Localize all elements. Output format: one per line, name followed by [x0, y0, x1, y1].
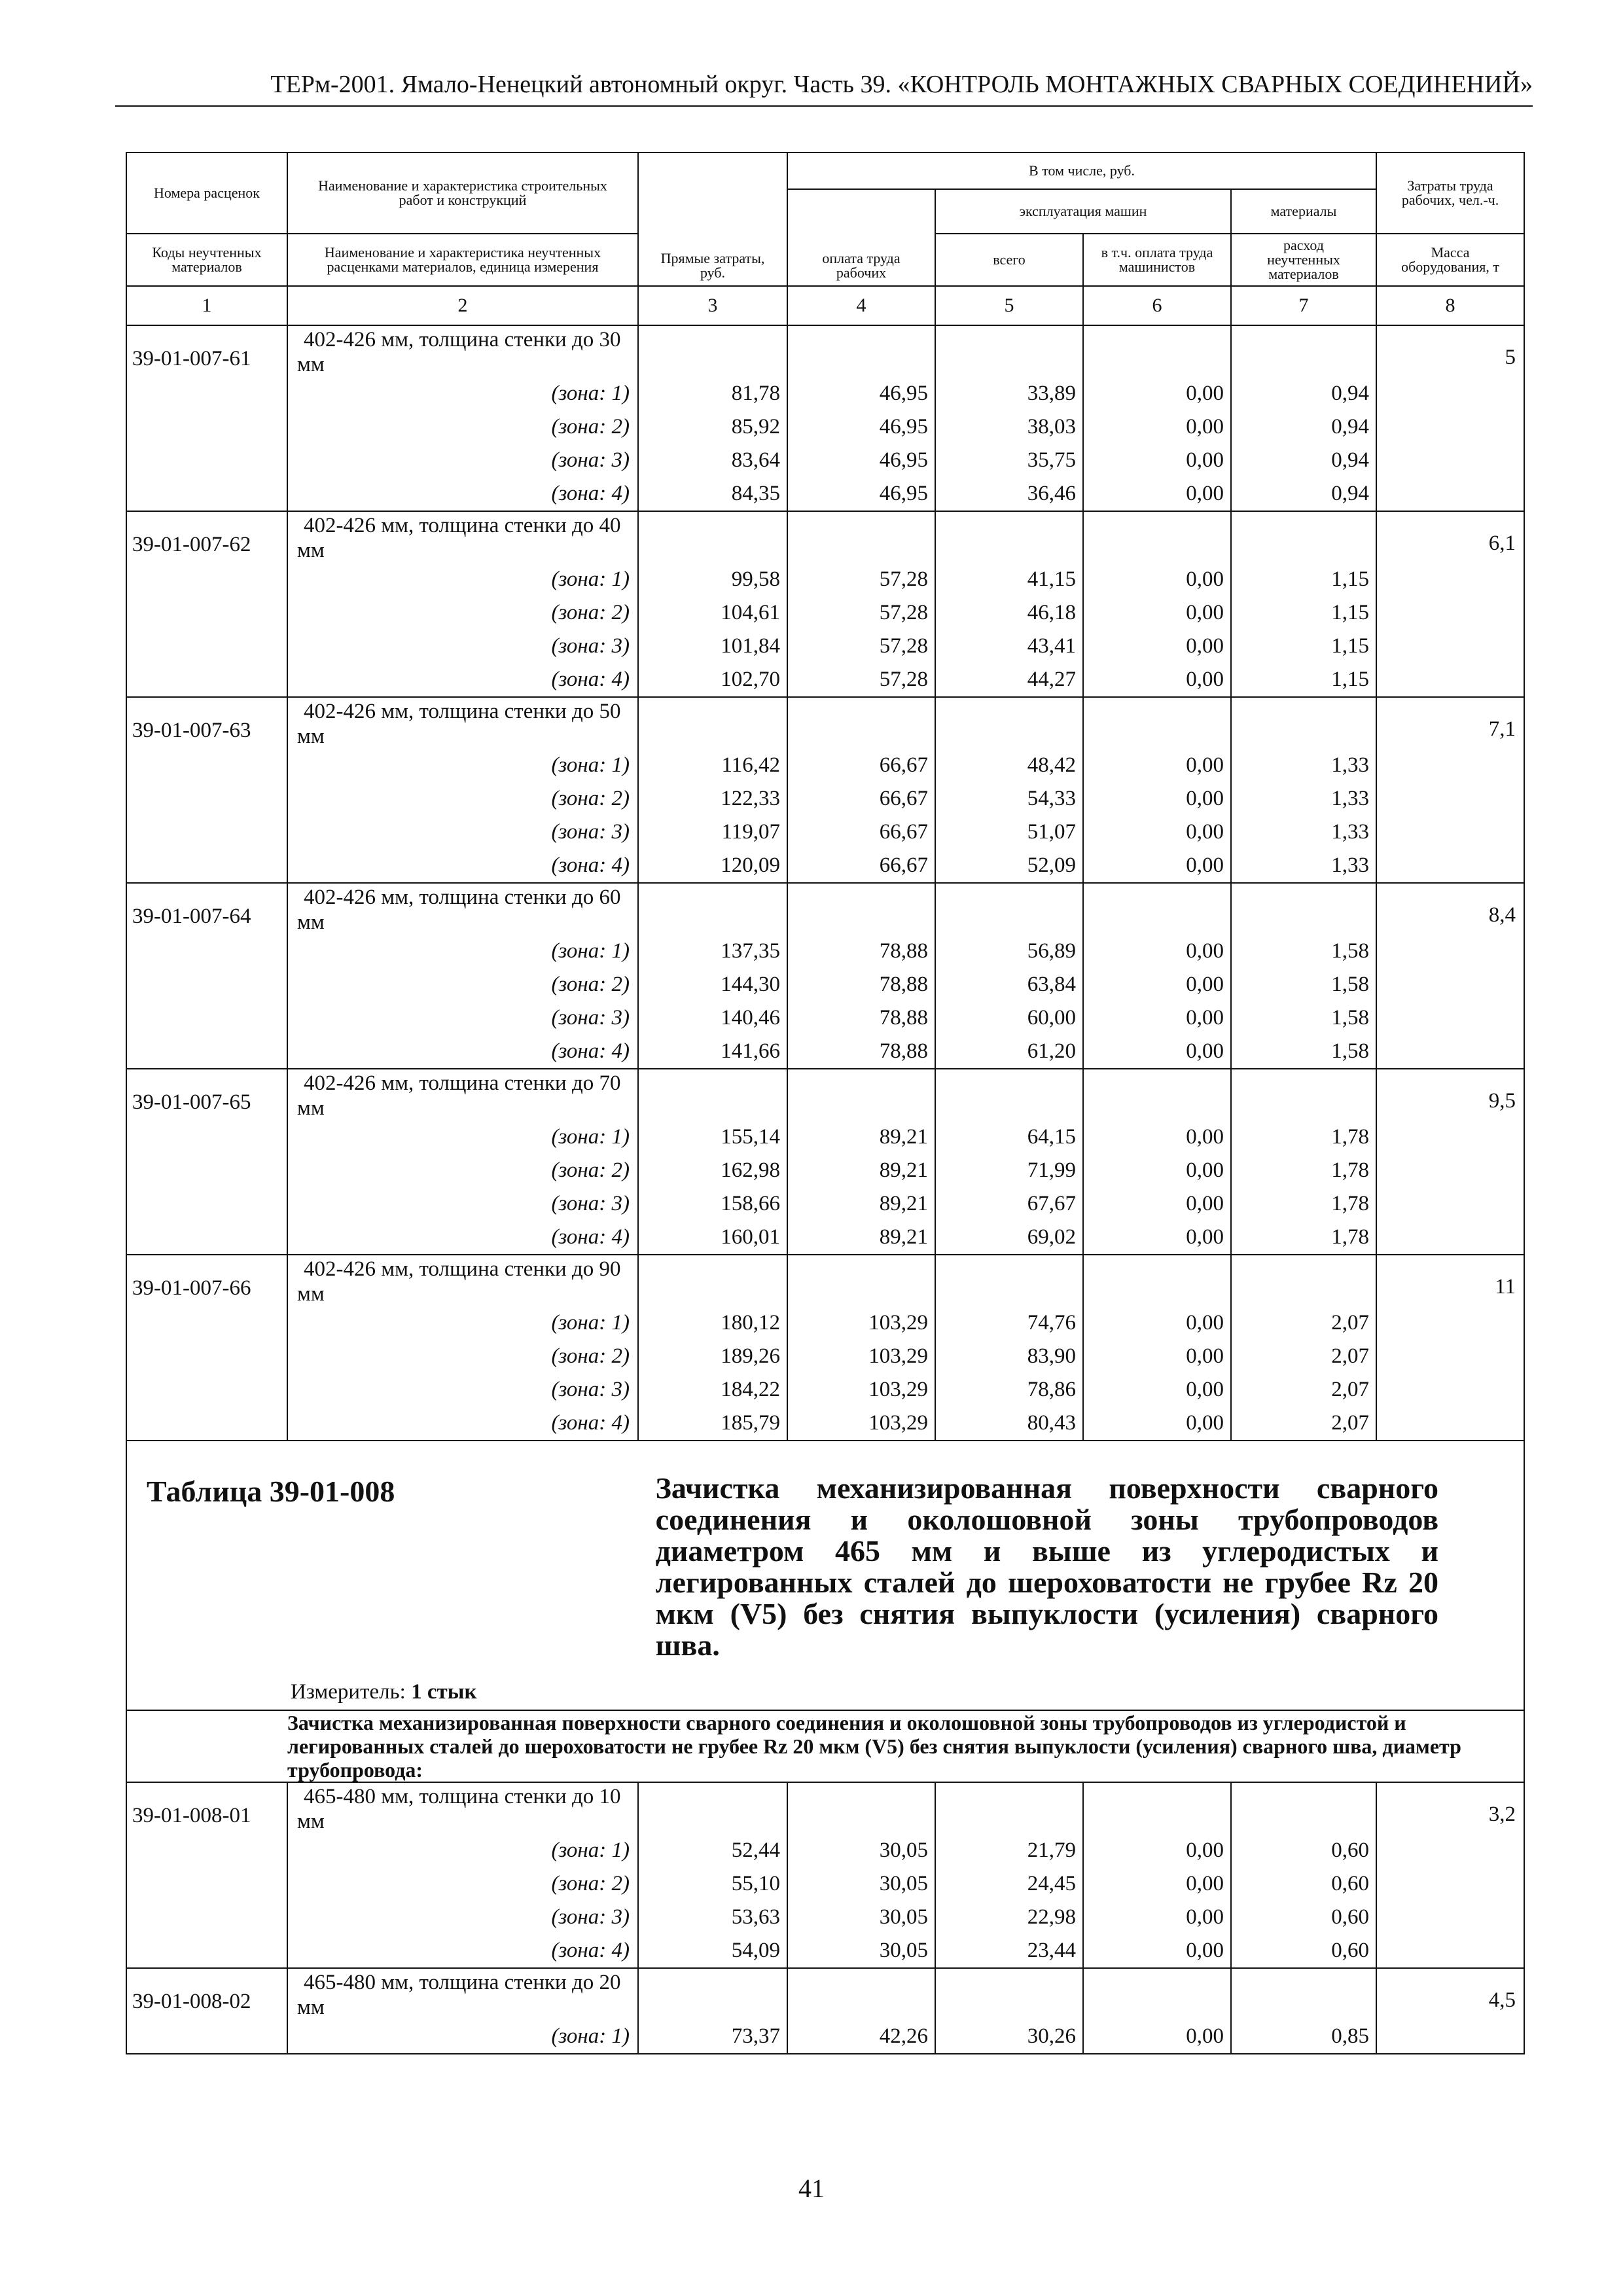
rate-code: 39-01-007-63	[126, 697, 287, 883]
cost-value: 0,00	[1186, 482, 1224, 505]
cost-value: 0,00	[1186, 1125, 1224, 1149]
zone-label: (зона: 3)	[551, 448, 630, 472]
cost-value: 60,00	[1027, 1006, 1076, 1030]
rate-code: 39-01-007-64	[126, 883, 287, 1069]
cost-value: 57,28	[879, 634, 928, 658]
cost-value: 54,09	[731, 1939, 780, 1962]
cost-value: 1,33	[1331, 820, 1370, 844]
cost-value: 0,94	[1331, 482, 1370, 505]
cost-value: 160,01	[721, 1225, 780, 1249]
cost-value: 162,98	[721, 1158, 780, 1182]
cost-value: 0,00	[1186, 567, 1224, 591]
rate-title: 402-426 мм, толщина стенки до 30 мм	[297, 328, 621, 376]
cost-value: 0,00	[1186, 415, 1224, 439]
table-row	[126, 883, 1524, 1069]
cost-value: 1,33	[1331, 753, 1370, 777]
labor-cost: 11	[1376, 1255, 1524, 1441]
col-header-material-consumption: расход неучтенных материалов	[1231, 234, 1376, 286]
zone-label: (зона: 1)	[551, 1125, 630, 1149]
cost-value: 0,00	[1186, 1006, 1224, 1030]
zone-label: (зона: 2)	[551, 787, 630, 810]
zone-label: (зона: 3)	[551, 634, 630, 658]
cost-value: 0,60	[1331, 1839, 1370, 1862]
cost-value: 0,00	[1186, 1344, 1224, 1368]
table-row	[126, 511, 1524, 697]
col-header-machinist-pay: в т.ч. оплата труда машинистов	[1083, 234, 1231, 286]
cost-value: 0,00	[1186, 939, 1224, 963]
rate-code: 39-01-008-02	[126, 1968, 287, 2054]
cost-value: 23,44	[1027, 1939, 1076, 1962]
cost-value: 89,21	[879, 1158, 928, 1182]
cost-value: 1,15	[1331, 668, 1370, 691]
cost-value: 0,60	[1331, 1939, 1370, 1962]
table-row	[126, 697, 1524, 883]
cost-value: 1,78	[1331, 1125, 1370, 1149]
cost-value: 78,88	[879, 1039, 928, 1063]
cost-value: 0,00	[1186, 853, 1224, 877]
cost-value: 120,09	[721, 853, 780, 877]
zone-label: (зона: 2)	[551, 1872, 630, 1895]
cost-value: 2,07	[1331, 1411, 1370, 1435]
cost-value: 0,00	[1186, 1311, 1224, 1335]
cost-value: 1,15	[1331, 601, 1370, 624]
cost-value: 53,63	[731, 1905, 780, 1929]
cost-value: 78,88	[879, 1006, 928, 1030]
zone-label: (зона: 4)	[551, 1939, 630, 1962]
cost-value: 0,00	[1186, 1411, 1224, 1435]
cost-value: 89,21	[879, 1192, 928, 1215]
cost-value: 83,90	[1027, 1344, 1076, 1368]
zone-label: (зона: 3)	[551, 820, 630, 844]
cost-value: 104,61	[721, 601, 780, 624]
cost-value: 0,00	[1186, 1872, 1224, 1895]
cost-value: 66,67	[879, 753, 928, 777]
cost-value: 89,21	[879, 1225, 928, 1249]
cost-value: 46,95	[879, 482, 928, 505]
zone-label: (зона: 1)	[551, 753, 630, 777]
col-number: 1	[126, 286, 287, 325]
page-number: 41	[798, 2174, 825, 2203]
cost-value: 30,26	[1027, 2024, 1076, 2048]
cost-value: 80,43	[1027, 1411, 1076, 1435]
cost-value: 0,00	[1186, 2024, 1224, 2048]
cost-value: 0,00	[1186, 1378, 1224, 1401]
cost-value: 36,46	[1027, 482, 1076, 505]
labor-cost: 9,5	[1376, 1069, 1524, 1255]
cost-value: 0,00	[1186, 1939, 1224, 1962]
zone-label: (зона: 3)	[551, 1192, 630, 1215]
col-number: 5	[935, 286, 1083, 325]
cost-value: 1,33	[1331, 853, 1370, 877]
cost-value: 0,60	[1331, 1872, 1370, 1895]
meter-label: Измеритель:	[291, 1680, 406, 1704]
cost-value: 0,00	[1186, 1039, 1224, 1063]
cost-value: 103,29	[868, 1311, 928, 1335]
cost-value: 0,00	[1186, 753, 1224, 777]
cost-value: 46,95	[879, 415, 928, 439]
cost-value: 0,00	[1186, 668, 1224, 691]
cost-value: 0,94	[1331, 415, 1370, 439]
cost-value: 0,00	[1186, 1839, 1224, 1862]
cost-value: 184,22	[721, 1378, 780, 1401]
cost-value: 78,86	[1027, 1378, 1076, 1401]
cost-value: 33,89	[1027, 382, 1076, 405]
cost-value: 52,44	[731, 1839, 780, 1862]
cost-value: 0,00	[1186, 1905, 1224, 1929]
cost-value: 144,30	[721, 973, 780, 996]
labor-cost: 7,1	[1376, 697, 1524, 883]
cost-value: 99,58	[731, 567, 780, 591]
cost-value: 35,75	[1027, 448, 1076, 472]
cost-value: 2,07	[1331, 1311, 1370, 1335]
cost-value: 0,00	[1186, 448, 1224, 472]
zone-label: (зона: 3)	[551, 1006, 630, 1030]
cost-value: 1,58	[1331, 939, 1370, 963]
cost-value: 78,88	[879, 973, 928, 996]
cost-value: 2,07	[1331, 1378, 1370, 1401]
cost-value: 0,00	[1186, 1225, 1224, 1249]
cost-value: 22,98	[1027, 1905, 1076, 1929]
cost-value: 141,66	[721, 1039, 780, 1063]
cost-value: 89,21	[879, 1125, 928, 1149]
rate-code: 39-01-007-61	[126, 325, 287, 511]
cost-value: 1,78	[1331, 1158, 1370, 1182]
cost-value: 64,15	[1027, 1125, 1076, 1149]
col-header-equipment-mass: Масса оборудования, т	[1376, 234, 1524, 286]
cost-value: 30,05	[879, 1839, 928, 1862]
rate-title: 402-426 мм, толщина стенки до 90 мм	[297, 1257, 621, 1306]
cost-value: 0,00	[1186, 1158, 1224, 1182]
col-header-codes: Номера расценок	[126, 152, 287, 234]
zone-label: (зона: 4)	[551, 853, 630, 877]
cost-value: 83,64	[731, 448, 780, 472]
cost-value: 66,67	[879, 853, 928, 877]
cost-value: 69,02	[1027, 1225, 1076, 1249]
table-row	[126, 1069, 1524, 1255]
cost-value: 137,35	[721, 939, 780, 963]
cost-value: 43,41	[1027, 634, 1076, 658]
cost-value: 55,10	[731, 1872, 780, 1895]
table-description: Зачистка механизированная поверхности сварного соединения и околошовной зоны трубопроводов диаметром 465 мм и выше из углеродистых и легированных сталей до шероховатости не грубее Rz 20 мкм (V5) без снятия выпуклости (усиления) сварного шва.	[655, 1471, 1439, 1662]
cost-value: 21,79	[1027, 1839, 1076, 1862]
cost-value: 46,95	[879, 382, 928, 405]
cost-value: 30,05	[879, 1939, 928, 1962]
cost-value: 41,15	[1027, 567, 1076, 591]
zone-label: (зона: 4)	[551, 1225, 630, 1249]
cost-value: 74,76	[1027, 1311, 1076, 1335]
col-header-labor: Затраты труда рабочих, чел.-ч.	[1376, 152, 1524, 234]
cost-value: 44,27	[1027, 668, 1076, 691]
col-header-materials: материалы	[1231, 189, 1376, 234]
col-number: 2	[287, 286, 638, 325]
cost-value: 0,85	[1331, 2024, 1370, 2048]
labor-cost: 4,5	[1376, 1968, 1524, 2054]
cost-value: 30,05	[879, 1905, 928, 1929]
cost-value: 51,07	[1027, 820, 1076, 844]
col-header-machines: эксплуатация машин	[935, 189, 1231, 234]
rate-code: 39-01-007-65	[126, 1069, 287, 1255]
zone-label: (зона: 2)	[551, 415, 630, 439]
cost-value: 56,89	[1027, 939, 1076, 963]
rate-title: 402-426 мм, толщина стенки до 40 мм	[297, 514, 621, 562]
cost-value: 30,05	[879, 1872, 928, 1895]
cost-value: 54,33	[1027, 787, 1076, 810]
rate-title: 465-480 мм, толщина стенки до 10 мм	[297, 1785, 621, 1833]
zone-label: (зона: 2)	[551, 601, 630, 624]
cost-value: 1,58	[1331, 1006, 1370, 1030]
cost-value: 180,12	[721, 1311, 780, 1335]
cost-value: 42,26	[879, 2024, 928, 2048]
cost-value: 140,46	[721, 1006, 780, 1030]
zone-label: (зона: 2)	[551, 973, 630, 996]
col-header-direct-costs: Прямые затраты, руб.	[638, 152, 787, 286]
cost-value: 122,33	[721, 787, 780, 810]
rate-title: 402-426 мм, толщина стенки до 50 мм	[297, 700, 621, 748]
cost-value: 52,09	[1027, 853, 1076, 877]
table-row	[126, 325, 1524, 511]
table-section-header	[126, 1441, 1524, 1782]
cost-value: 67,67	[1027, 1192, 1076, 1215]
cost-value: 48,42	[1027, 753, 1076, 777]
rate-code: 39-01-007-66	[126, 1255, 287, 1441]
cost-value: 185,79	[721, 1411, 780, 1435]
cost-value: 84,35	[731, 482, 780, 505]
cost-value: 1,58	[1331, 1039, 1370, 1063]
cost-value: 0,60	[1331, 1905, 1370, 1929]
cost-value: 2,07	[1331, 1344, 1370, 1368]
cost-value: 78,88	[879, 939, 928, 963]
col-number: 4	[787, 286, 935, 325]
cost-value: 63,84	[1027, 973, 1076, 996]
zone-label: (зона: 4)	[551, 668, 630, 691]
cost-value: 103,29	[868, 1344, 928, 1368]
cost-value: 101,84	[721, 634, 780, 658]
labor-cost: 3,2	[1376, 1782, 1524, 1968]
zone-label: (зона: 4)	[551, 482, 630, 505]
cost-value: 71,99	[1027, 1158, 1076, 1182]
cost-value: 24,45	[1027, 1872, 1076, 1895]
zone-label: (зона: 3)	[551, 1378, 630, 1401]
table-row	[126, 1968, 1524, 2054]
cost-value: 1,15	[1331, 634, 1370, 658]
zone-label: (зона: 3)	[551, 1905, 630, 1929]
table-head	[126, 152, 1524, 325]
cost-value: 103,29	[868, 1411, 928, 1435]
cost-value: 0,94	[1331, 382, 1370, 405]
col-number: 3	[638, 286, 787, 325]
zone-label: (зона: 1)	[551, 1311, 630, 1335]
rate-title: 465-480 мм, толщина стенки до 20 мм	[297, 1971, 621, 2019]
cost-value: 0,00	[1186, 787, 1224, 810]
meter-value: 1 стык	[411, 1680, 477, 1704]
cost-value: 0,00	[1186, 820, 1224, 844]
col-header-material-codes: Коды неучтенных материалов	[126, 234, 287, 286]
labor-cost: 8,4	[1376, 883, 1524, 1069]
rates-group-b	[126, 1782, 1524, 2054]
cost-value: 81,78	[731, 382, 780, 405]
cost-value: 61,20	[1027, 1039, 1076, 1063]
zone-label: (зона: 1)	[551, 1839, 630, 1862]
cost-value: 155,14	[721, 1125, 780, 1149]
cost-value: 189,26	[721, 1344, 780, 1368]
header-rule	[115, 105, 1533, 107]
col-header-name: Наименование и характеристика строительных работ и конструкций	[287, 152, 638, 234]
col-header-worker-pay: оплата труда рабочих	[787, 189, 935, 286]
cost-value: 1,33	[1331, 787, 1370, 810]
cost-value: 119,07	[721, 820, 780, 844]
cost-value: 1,78	[1331, 1192, 1370, 1215]
cost-value: 0,00	[1186, 1192, 1224, 1215]
cost-value: 66,67	[879, 787, 928, 810]
cost-value: 46,18	[1027, 601, 1076, 624]
cost-value: 38,03	[1027, 415, 1076, 439]
col-header-group: В том числе, руб.	[787, 152, 1376, 189]
cost-value: 66,67	[879, 820, 928, 844]
cost-value: 0,00	[1186, 634, 1224, 658]
cost-value: 57,28	[879, 668, 928, 691]
price-table	[126, 152, 1525, 2054]
zone-label: (зона: 4)	[551, 1411, 630, 1435]
zone-label: (зона: 2)	[551, 1158, 630, 1182]
cost-value: 85,92	[731, 415, 780, 439]
zone-label: (зона: 2)	[551, 1344, 630, 1368]
zone-label: (зона: 1)	[551, 939, 630, 963]
cost-value: 73,37	[731, 2024, 780, 2048]
cost-value: 103,29	[868, 1378, 928, 1401]
cost-value: 0,00	[1186, 601, 1224, 624]
rate-title: 402-426 мм, толщина стенки до 60 мм	[297, 886, 621, 934]
cost-value: 102,70	[721, 668, 780, 691]
col-header-machines-total: всего	[935, 234, 1083, 286]
labor-cost: 6,1	[1376, 511, 1524, 697]
table-row	[126, 1255, 1524, 1441]
labor-cost: 5	[1376, 325, 1524, 511]
rate-code: 39-01-008-01	[126, 1782, 287, 1968]
table-subheading: Зачистка механизированная поверхности сварного соединения и околошовной зоны трубопроводов из углеродистой и легированных сталей до шероховатости не грубее Rz 20 мкм (V5) без снятия выпуклости (усиления) сварного шва, диаметр трубопровода:	[287, 1710, 1524, 1782]
page-header: ТЕРм-2001. Ямало-Ненецкий автономный округ. Часть 39. «КОНТРОЛЬ МОНТАЖНЫХ СВАРНЫХ СОЕДИНЕНИЙ»	[270, 71, 1533, 98]
rates-group-a	[126, 325, 1524, 1441]
cost-value: 1,78	[1331, 1225, 1370, 1249]
cost-value: 116,42	[721, 753, 780, 777]
cost-value: 158,66	[721, 1192, 780, 1215]
zone-label: (зона: 1)	[551, 2024, 630, 2048]
col-number: 7	[1231, 286, 1376, 325]
cost-value: 0,00	[1186, 382, 1224, 405]
cost-value: 46,95	[879, 448, 928, 472]
table-row	[126, 1782, 1524, 1968]
cost-value: 0,94	[1331, 448, 1370, 472]
cost-value: 57,28	[879, 567, 928, 591]
table-label: Таблица 39-01-008	[147, 1475, 395, 1508]
zone-label: (зона: 1)	[551, 567, 630, 591]
cost-value: 1,58	[1331, 973, 1370, 996]
cost-value: 1,15	[1331, 567, 1370, 591]
cost-value: 0,00	[1186, 973, 1224, 996]
zone-label: (зона: 1)	[551, 382, 630, 405]
col-header-material-name: Наименование и характеристика неучтенных расценками материалов, единица измерения	[287, 234, 638, 286]
col-number: 8	[1376, 286, 1524, 325]
zone-label: (зона: 4)	[551, 1039, 630, 1063]
rate-code: 39-01-007-62	[126, 511, 287, 697]
cost-value: 57,28	[879, 601, 928, 624]
meter-line	[291, 1680, 477, 1704]
col-number: 6	[1083, 286, 1231, 325]
rate-title: 402-426 мм, толщина стенки до 70 мм	[297, 1071, 621, 1120]
